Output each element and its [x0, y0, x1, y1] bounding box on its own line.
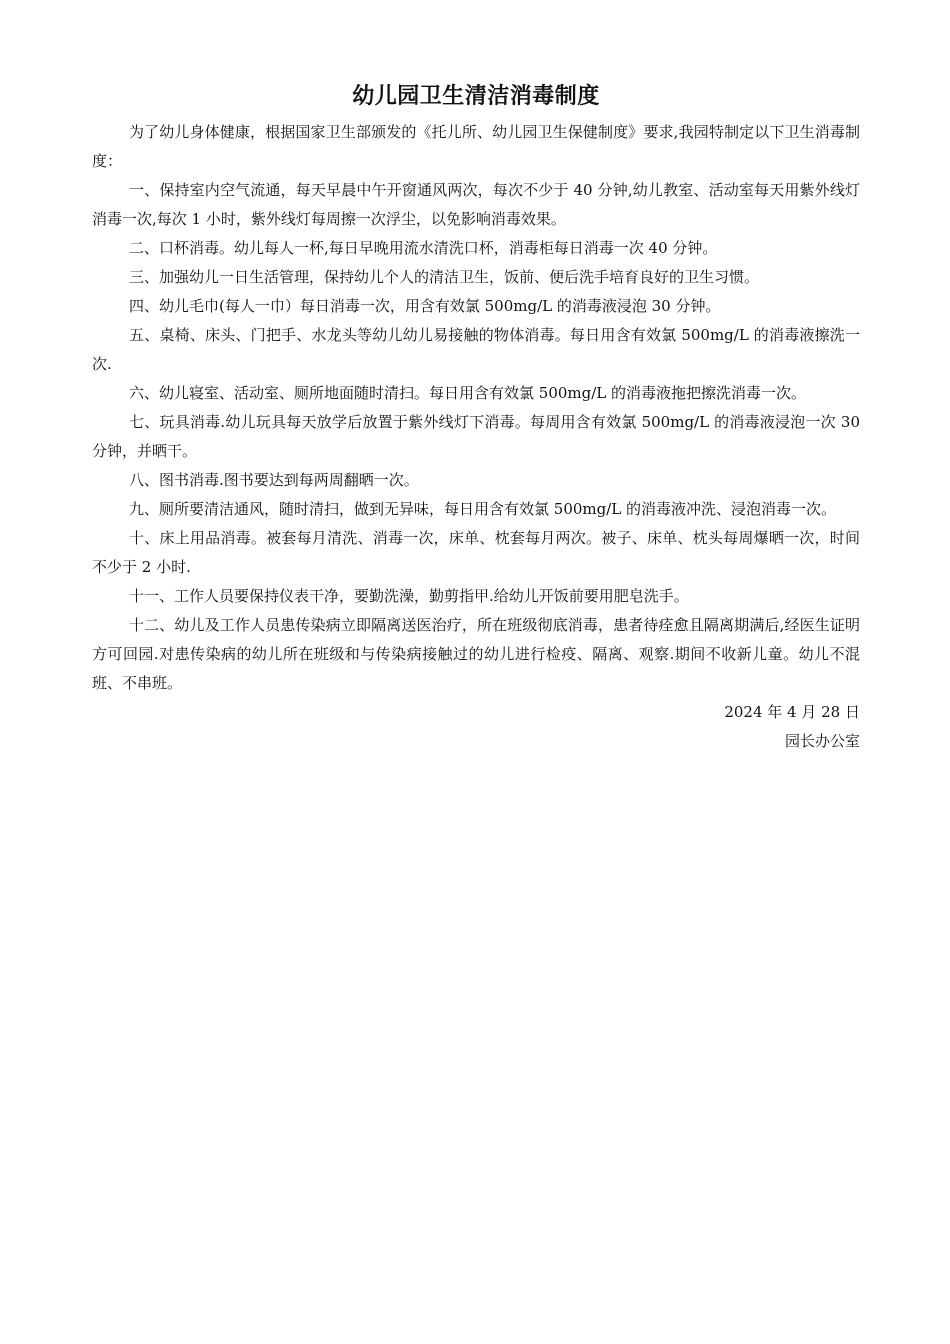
- paragraph-rule-7: 七、玩具消毒.幼儿玩具每天放学后放置于紫外线灯下消毒。每周用含有效氯 500mg/L 的消毒液浸泡一次 30 分钟，并晒干。: [92, 413, 860, 460]
- document-date: 2024 年 4 月 28 日: [724, 703, 860, 721]
- paragraph-rule-9: 九、厕所要清洁通风，随时清扫，做到无异味，每日用含有效氯 500mg/L 的消毒液冲洗、浸泡消毒一次。: [129, 500, 837, 518]
- paragraph-rule-8: 八、图书消毒.图书要达到每两周翻晒一次。: [129, 471, 419, 489]
- document-page: [92, 80, 860, 756]
- paragraph-intro: 为了幼儿身体健康，根据国家卫生部颁发的《托儿所、幼儿园卫生保健制度》要求,我园特制定以下卫生消毒制度：: [92, 123, 860, 170]
- document-title: 幼儿园卫生清洁消毒制度: [352, 84, 600, 109]
- document-issuer: 园长办公室: [784, 732, 860, 750]
- paragraph-rule-5: 五、桌椅、床头、门把手、水龙头等幼儿幼儿易接触的物体消毒。每日用含有效氯 500mg/L 的消毒液擦洗一次.: [92, 326, 860, 373]
- paragraph-rule-1: 一、保持室内空气流通，每天早晨中午开窗通风两次，每次不少于 40 分钟,幼儿教室、活动室每天用紫外线灯消毒一次,每次 1 小时，紫外线灯每周擦一次浮尘，以免影响消毒效果。: [92, 181, 860, 228]
- paragraph-rule-11: 十一、工作人员要保持仪表干净，要勤洗澡，勤剪指甲.给幼儿开饭前要用肥皂洗手。: [129, 587, 689, 605]
- paragraph-rule-3: 三、加强幼儿一日生活管理，保持幼儿个人的清洁卫生，饭前、便后洗手培育良好的卫生习惯。: [129, 268, 760, 286]
- paragraph-rule-2: 二、口杯消毒。幼儿每人一杯,每日早晚用流水清洗口杯，消毒柜每日消毒一次 40 分钟。: [129, 239, 718, 257]
- paragraph-rule-6: 六、幼儿寝室、活动室、厕所地面随时清扫。每日用含有效氯 500mg/L 的消毒液拖把擦洗消毒一次。: [129, 384, 807, 402]
- paragraph-rule-12: 十二、幼儿及工作人员患传染病立即隔离送医治疗，所在班级彻底消毒，患者待痊愈且隔离期满后,经医生证明方可回园.对患传染病的幼儿所在班级和与传染病接触过的幼儿进行检疫、隔离、观察.期间不收新儿童。幼儿不混班、不串班。: [92, 616, 860, 692]
- paragraph-rule-4: 四、幼儿毛巾(每人一巾）每日消毒一次，用含有效氯 500mg/L 的消毒液浸泡 30 分钟。: [129, 297, 721, 315]
- paragraph-rule-10: 十、床上用品消毒。被套每月清洗、消毒一次，床单、枕套每月两次。被子、床单、枕头每周爆晒一次，时间不少于 2 小时.: [92, 529, 860, 576]
